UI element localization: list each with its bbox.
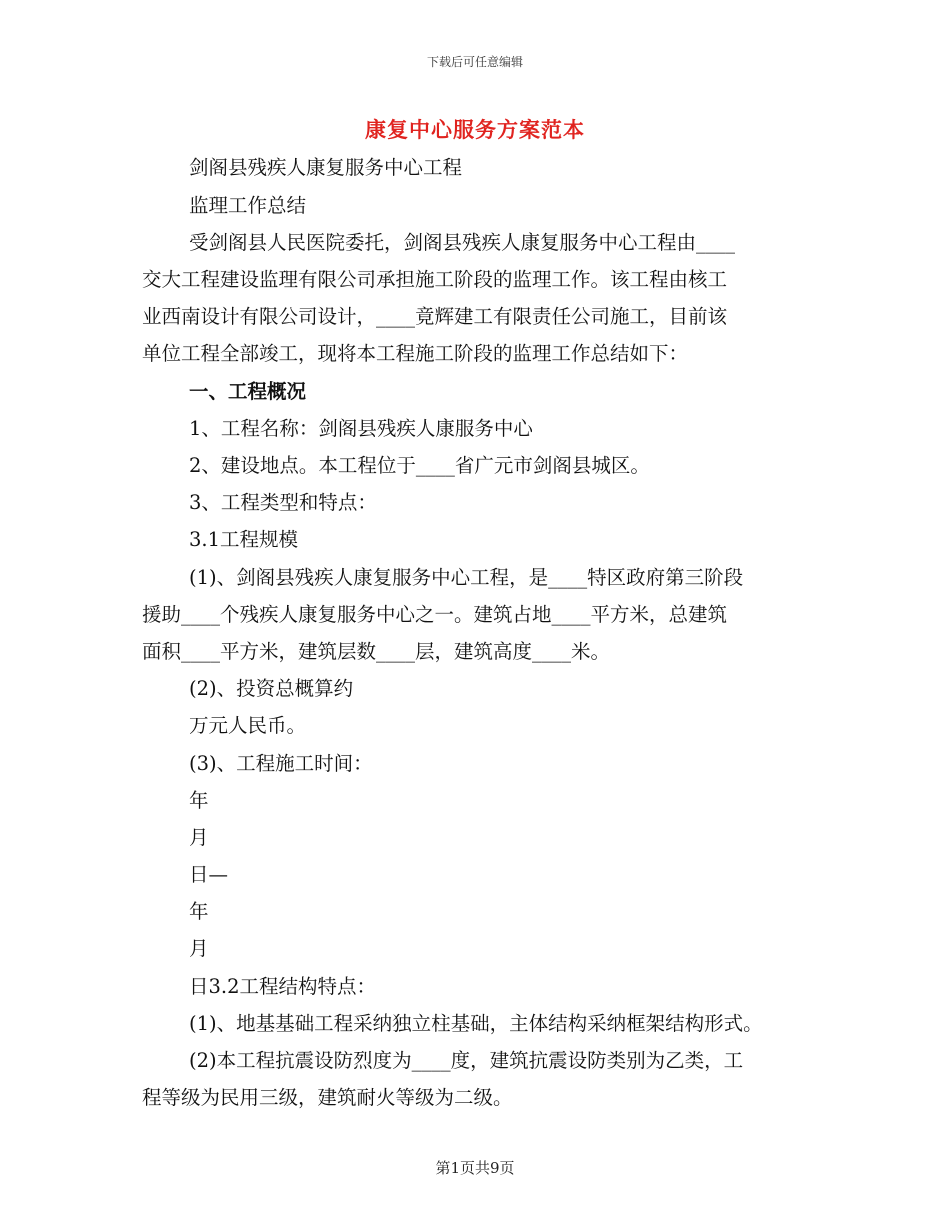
- paragraph-line: 单位工程全部竣工，现将本工程施工阶段的监理工作总结如下：: [142, 342, 689, 365]
- document-title: 康复中心服务方案范本: [365, 117, 585, 142]
- paragraph-line: 监理工作总结: [189, 194, 307, 217]
- paragraph-line: 业西南设计有限公司设计，____竟辉建工有限责任公司施工，目前该: [142, 305, 728, 328]
- paragraph-line: 程等级为民用三级，建筑耐火等级为二级。: [142, 1086, 513, 1109]
- paragraph-line: (2)、投资总概算约: [189, 677, 354, 700]
- paragraph-line: 年: [189, 900, 209, 923]
- paragraph-line: (1)、剑阁县残疾人康复服务中心工程，是____特区政府第三阶段: [189, 566, 744, 589]
- paragraph-line: 2、建设地点。本工程位于____省广元市剑阁县城区。: [189, 454, 650, 477]
- paragraph-line: 交大工程建设监理有限公司承担施工阶段的监理工作。该工程由核工: [142, 268, 728, 291]
- page-header-note: 下载后可任意编辑: [426, 55, 523, 69]
- paragraph-line: 月: [189, 937, 209, 960]
- paragraph-line: 援助____个残疾人康复服务中心之一。建筑占地____平方米，总建筑: [142, 603, 728, 626]
- paragraph-line: 日3.2工程结构特点：: [189, 975, 377, 998]
- paragraph-line: (1)、地基基础工程采纳独立柱基础，主体结构采纳框架结构形式。: [189, 1012, 763, 1035]
- section-heading: 一、工程概况: [189, 380, 307, 403]
- paragraph-line: 月: [189, 826, 209, 849]
- paragraph-line: (2)本工程抗震设防烈度为____度，建筑抗震设防类别为乙类，工: [189, 1049, 744, 1072]
- page-number-footer: 第1页共9页: [435, 1159, 515, 1177]
- paragraph-line: 剑阁县残疾人康复服务中心工程: [189, 156, 463, 179]
- paragraph-line: 受剑阁县人民医院委托，剑阁县残疾人康复服务中心工程由____: [189, 231, 736, 254]
- paragraph-line: (3)、工程施工时间：: [189, 752, 373, 775]
- paragraph-line: 3.1工程规模: [189, 528, 299, 551]
- paragraph-line: 1、工程名称：剑阁县残疾人康服务中心: [189, 417, 533, 440]
- paragraph-line: 万元人民币。: [189, 714, 307, 737]
- paragraph-line: 年: [189, 789, 209, 812]
- paragraph-line: 日—: [189, 863, 229, 886]
- paragraph-line: 面积____平方米，建筑层数____层，建筑高度____米。: [142, 640, 611, 663]
- paragraph-line: 3、工程类型和特点：: [189, 491, 377, 514]
